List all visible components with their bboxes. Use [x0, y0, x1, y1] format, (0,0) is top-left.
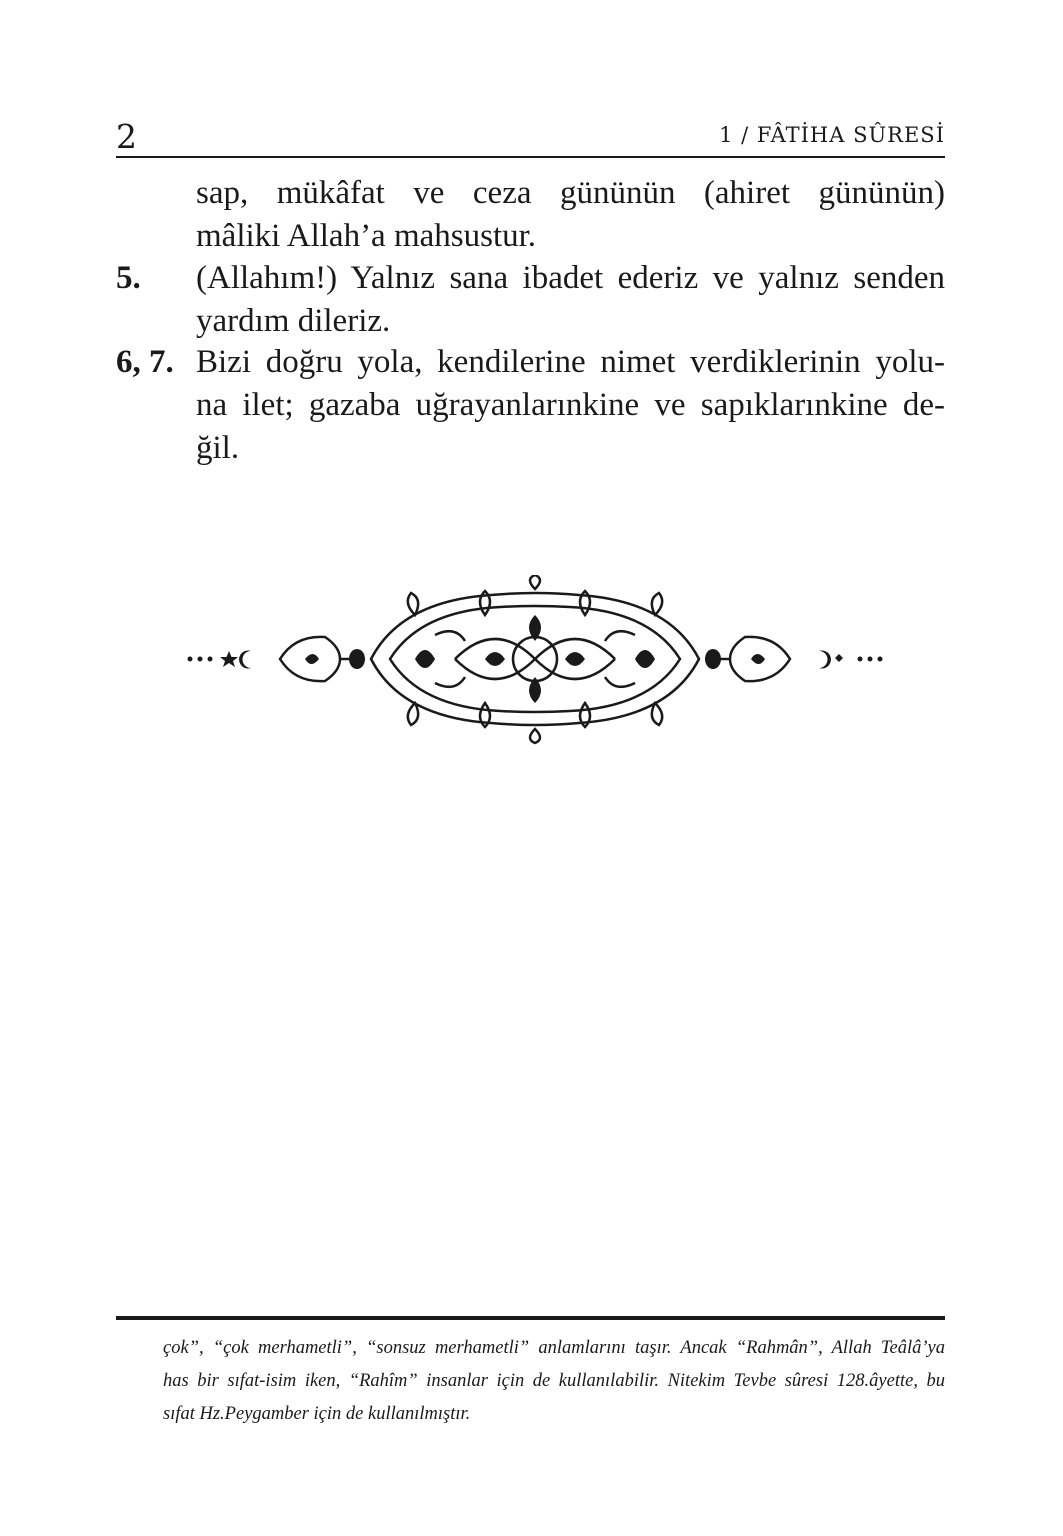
verse-line: Bizi doğru yola, kendilerine nimet verdiklerinin yolu-	[196, 344, 945, 380]
verse-line: yardım dileriz.	[196, 303, 391, 339]
footnote-rule	[116, 1316, 945, 1320]
verse-line: na ilet; gazaba uğrayanlarınkine ve sapıklarınkine de-	[196, 387, 945, 423]
header-rule	[116, 156, 945, 158]
verse-6-7	[116, 341, 945, 470]
footnote-line: sıfat Hz.Peygamber için de kullanılmıştır.	[163, 1404, 471, 1424]
floral-ornament-icon	[185, 575, 885, 750]
verse-5	[116, 257, 945, 343]
verse-line: mâliki Allah’a mahsustur.	[196, 218, 537, 254]
verse-number: 6, 7.	[116, 344, 174, 380]
verse-line: sap, mükâfat ve ceza gününün (ahiret gününün)	[196, 175, 945, 211]
footnote	[163, 1332, 945, 1431]
verse-number: 5.	[116, 260, 141, 296]
footnote-line: has bir sıfat-isim iken, “Rahîm” insanlar için de kullanılabilir. Nitekim Tevbe sûresi 128.âyette, bu	[163, 1371, 945, 1391]
verse-line: (Allahım!) Yalnız sana ibadet ederiz ve yalnız senden	[196, 260, 945, 296]
footnote-line: çok”, “çok merhametli”, “sonsuz merhametli” anlamlarını taşır. Ancak “Rahmân”, Allah Teâlâ’ya	[163, 1338, 945, 1358]
running-head: 1 / FÂTİHA SÛRESİ	[719, 123, 945, 147]
page-number: 2	[116, 117, 137, 156]
verse-line: ğil.	[196, 430, 240, 466]
verse-continuation	[116, 172, 945, 258]
